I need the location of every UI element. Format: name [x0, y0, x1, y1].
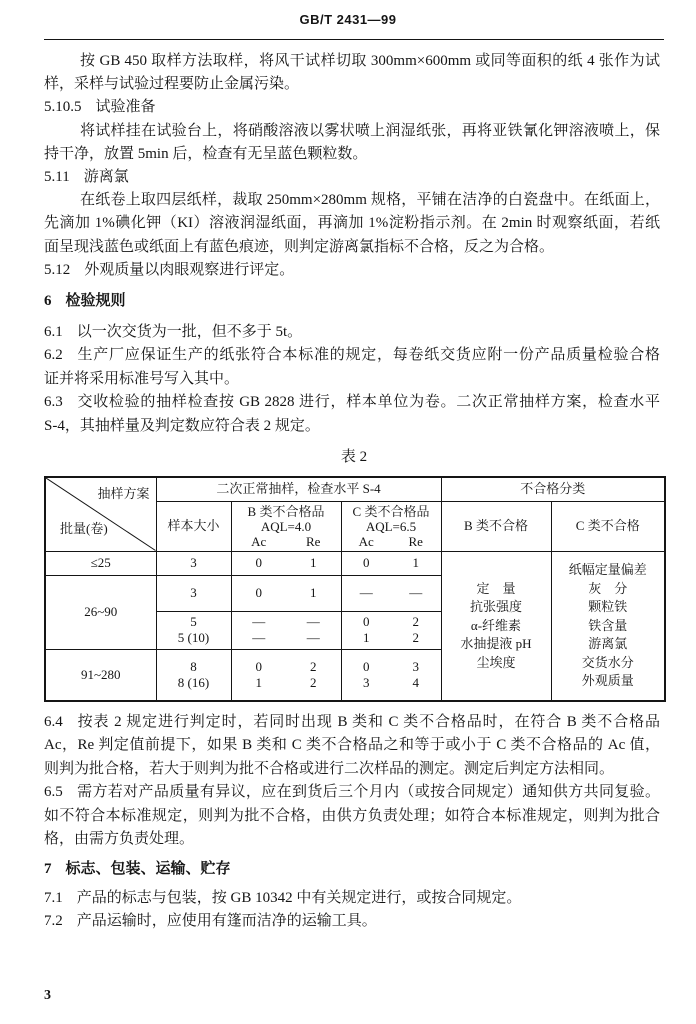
c-re-cell	[391, 649, 441, 701]
paragraph-line: S-4，其抽样量及判定数应符合表 2 规定。	[44, 417, 320, 434]
section-7-heading	[44, 858, 660, 881]
clause-number: 6.4	[44, 714, 63, 730]
corner-column-label: 抽样方案	[97, 486, 150, 501]
cell-value: 2	[412, 630, 419, 645]
clause-text: 外观质量以肉眼观察进行评定。	[84, 261, 295, 278]
paragraph-line: 样，采样与试验过程要防止金属污染。	[44, 76, 300, 93]
clause-heading-5-10-5	[44, 96, 660, 119]
cell-value: 1	[255, 674, 262, 690]
b-class-items-cell	[441, 551, 551, 701]
nonconformity-group-header: 不合格分类	[441, 477, 665, 501]
b-class-item: α-纤维素	[470, 617, 522, 633]
re-label: Re	[408, 533, 423, 549]
c-re-cell	[391, 575, 441, 611]
table-corner-cell	[45, 477, 156, 551]
paragraph-line: 格，由需方负责处理。	[44, 830, 195, 847]
c-nonconformity-header: C 类不合格	[551, 501, 665, 551]
b-re-cell	[286, 575, 341, 611]
c-class-item: 铁含量	[588, 617, 628, 633]
b-class-item: 定 量	[476, 580, 516, 596]
b-re-cell	[286, 649, 341, 701]
c-class-header	[341, 501, 441, 551]
c-class-name: C 类不合格品	[352, 503, 430, 519]
cell-value: 1	[310, 555, 317, 570]
clause-number: 5.10.5	[44, 99, 82, 116]
cell-value: 0	[363, 614, 370, 629]
paragraph-line: 先滴加 1%碘化钾（KI）溶液润湿纸面，再滴加 1%淀粉指示剂。在 2min 时观察纸面，若纸	[44, 215, 660, 232]
clause-6-3	[44, 391, 660, 414]
batch-label: 26~90	[45, 575, 156, 649]
b-ac-cell	[231, 575, 286, 611]
cell-value: 8 (16)	[177, 674, 210, 690]
clause-number: 6.3	[44, 394, 63, 411]
page-number: 3	[44, 988, 51, 1003]
c-re-cell	[391, 551, 441, 575]
re-label: Re	[306, 533, 321, 549]
b-class-item: 抗张强度	[469, 599, 522, 614]
paragraph-line: 将试样挂在试验台上，将硝酸溶液以雾状喷上润湿纸张，再将亚铁氰化钾溶液喷上，保	[80, 122, 660, 139]
clause-number: 7.2	[44, 913, 63, 930]
c-ac-cell	[341, 575, 391, 611]
cell-value: —	[409, 585, 423, 600]
cell-value: 2	[310, 658, 317, 674]
clause-text: 需方若对产品质量有异议，应在到货后三个月内（或按合同规定）通知供方共同复验。	[76, 784, 660, 801]
paragraph-line: 证并将采用标准号写入其中。	[44, 370, 240, 387]
cell-value: —	[306, 630, 320, 645]
cell-value: 5	[190, 614, 197, 629]
clause-number: 5.12	[44, 261, 71, 278]
header-rule	[44, 39, 664, 40]
b-class-header	[231, 501, 341, 551]
b-class-aql: AQL=4.0	[260, 518, 312, 534]
clause-number: 5.11	[44, 168, 70, 185]
paragraph-line: 按 GB 450 取样方法取样，将风干试样切取 300mm×600mm 或同等面积的纸 4 张作为试	[80, 53, 660, 69]
corner-row-label: 批量(卷)	[60, 520, 108, 536]
c-class-ac-re	[342, 534, 441, 549]
clause-heading-5-11	[44, 166, 660, 189]
cell-value: 2	[310, 674, 317, 690]
c-class-aql: AQL=6.5	[365, 518, 417, 534]
section-number: 7	[44, 861, 52, 877]
paragraph-line: Ac，Re 判定值前提下，如果 B 类和 C 类不合格品之和等于或小于 C 类不合格品的 Ac 值，	[44, 737, 660, 754]
cell-value: 3	[363, 674, 370, 690]
cell-value: —	[306, 614, 320, 629]
section-6-heading	[44, 290, 660, 313]
c-class-item: 颗粒铁	[588, 599, 628, 614]
cell-value: —	[252, 614, 266, 629]
b-ac-cell	[231, 649, 286, 701]
batch-label: 91~280	[45, 649, 156, 701]
cell-value: 3	[190, 555, 197, 570]
sample-size-cell	[156, 551, 231, 575]
cell-value: 4	[412, 674, 419, 690]
b-class-item: 水抽提液 pH	[460, 636, 532, 651]
ac-label: Ac	[358, 533, 374, 549]
cell-value: 0	[363, 658, 370, 674]
table-caption: 表 2	[340, 449, 368, 465]
cell-value: 8	[190, 658, 197, 674]
table-row	[45, 551, 665, 575]
sampling-group-header: 二次正常抽样，检查水平 S-4	[156, 477, 441, 501]
cell-value: 1	[310, 585, 317, 600]
sample-size-cell	[156, 649, 231, 701]
cell-value: —	[252, 630, 266, 645]
c-class-item: 游离氯	[588, 636, 628, 651]
clause-number: 6.1	[44, 324, 63, 340]
clause-text: 交收检验的抽样检查按 GB 2828 进行，样本单位为卷。二次正常抽样方案，检查水平	[76, 394, 660, 411]
b-ac-cell	[231, 551, 286, 575]
section-6-clauses-bottom	[44, 711, 660, 851]
c-class-item: 纸幅定量偏差	[568, 562, 647, 577]
sample-size-cell	[156, 575, 231, 611]
clause-title: 试验准备	[95, 99, 156, 116]
sample-size-cell	[156, 611, 231, 649]
c-ac-cell	[341, 551, 391, 575]
cell-value: 0	[255, 585, 262, 600]
cell-value: —	[359, 585, 373, 600]
paragraph-line: 持干净，放置 5min 后，检查有无呈蓝色颗粒数。	[44, 145, 368, 162]
clause-text: 产品运输时，应使用有篷而洁净的运输工具。	[76, 913, 377, 930]
clause-text: 以一次交货为一批，但不多于 5t。	[76, 324, 303, 340]
clause-6-5	[44, 781, 660, 804]
cell-value: 0	[363, 555, 370, 570]
clause-6-1	[44, 321, 660, 344]
c-class-item: 灰 分	[588, 580, 628, 596]
batch-label: ≤25	[45, 551, 156, 575]
clause-number: 6.2	[44, 347, 63, 364]
paragraph-line: 则判为批合格，若大于则判为批不合格或进行二次样品的测定。测定后判定方法相同。	[44, 760, 615, 777]
b-nonconformity-header: B 类不合格	[441, 501, 551, 551]
clause-number: 7.1	[44, 890, 63, 906]
clause-6-2	[44, 344, 660, 367]
b-class-name: B 类不合格品	[247, 503, 325, 519]
clause-text: 按表 2 规定进行判定时，若同时出现 B 类和 C 类不合格品时，在符合 B 类不合格品	[76, 714, 660, 730]
b-class-item: 尘埃度	[476, 654, 516, 670]
section-title: 标志、包装、运输、贮存	[65, 861, 231, 877]
clause-title: 游离氯	[83, 168, 129, 185]
ac-label: Ac	[251, 533, 267, 549]
cell-value: 3	[412, 658, 419, 674]
clause-number: 6.5	[44, 784, 63, 801]
section-number: 6	[44, 293, 52, 309]
clause-7-1	[44, 887, 660, 910]
paragraph-line: 面呈现浅蓝色或纸面上有蓝色痕迹，则判定游离氯指标不合格，反之为合格。	[44, 238, 555, 255]
section-title: 检验规则	[65, 293, 126, 309]
clause-text: 产品的标志与包装，按 GB 10342 中有关规定进行，或按合同规定。	[76, 890, 522, 906]
cell-value: 5 (10)	[177, 630, 210, 645]
b-class-ac-re	[232, 534, 341, 549]
paragraph-line: 在纸卷上取四层纸样，裁取 250mm×280mm 规格，平铺在洁净的白瓷盘中。在纸面上，	[80, 192, 660, 209]
cell-value: 3	[190, 585, 197, 600]
sampling-plan-table	[44, 476, 666, 702]
paragraph-line: 如不符合本标准规定，则判为批不合格，由供方负责处理；如符合本标准规定，则判为批合	[44, 807, 660, 824]
section-5-block	[44, 50, 660, 282]
b-re-cell	[286, 611, 341, 649]
b-ac-cell	[231, 611, 286, 649]
cell-value: 2	[412, 614, 419, 629]
section-6-clauses-top	[44, 321, 660, 438]
cell-value: 0	[255, 555, 262, 570]
clause-text: 生产厂应保证生产的纸张符合本标准的规定，每卷纸交货应附一份产品质量检验合格	[76, 347, 660, 364]
section-7-clauses	[44, 887, 660, 934]
standard-code-header: GB/T 2431—99	[299, 12, 397, 27]
clause-6-4	[44, 711, 660, 734]
c-re-cell	[391, 611, 441, 649]
cell-value: 0	[255, 658, 262, 674]
c-ac-cell	[341, 611, 391, 649]
b-re-cell	[286, 551, 341, 575]
c-class-items-cell	[551, 551, 665, 701]
c-class-item: 交货水分	[581, 654, 634, 670]
clause-7-2	[44, 910, 660, 933]
c-ac-cell	[341, 649, 391, 701]
table-header-row	[45, 477, 665, 501]
cell-value: 1	[363, 630, 370, 645]
cell-value: 1	[412, 555, 419, 570]
sample-size-header: 样本大小	[156, 501, 231, 551]
clause-5-12	[44, 259, 660, 282]
c-class-item: 外观质量	[581, 673, 634, 688]
